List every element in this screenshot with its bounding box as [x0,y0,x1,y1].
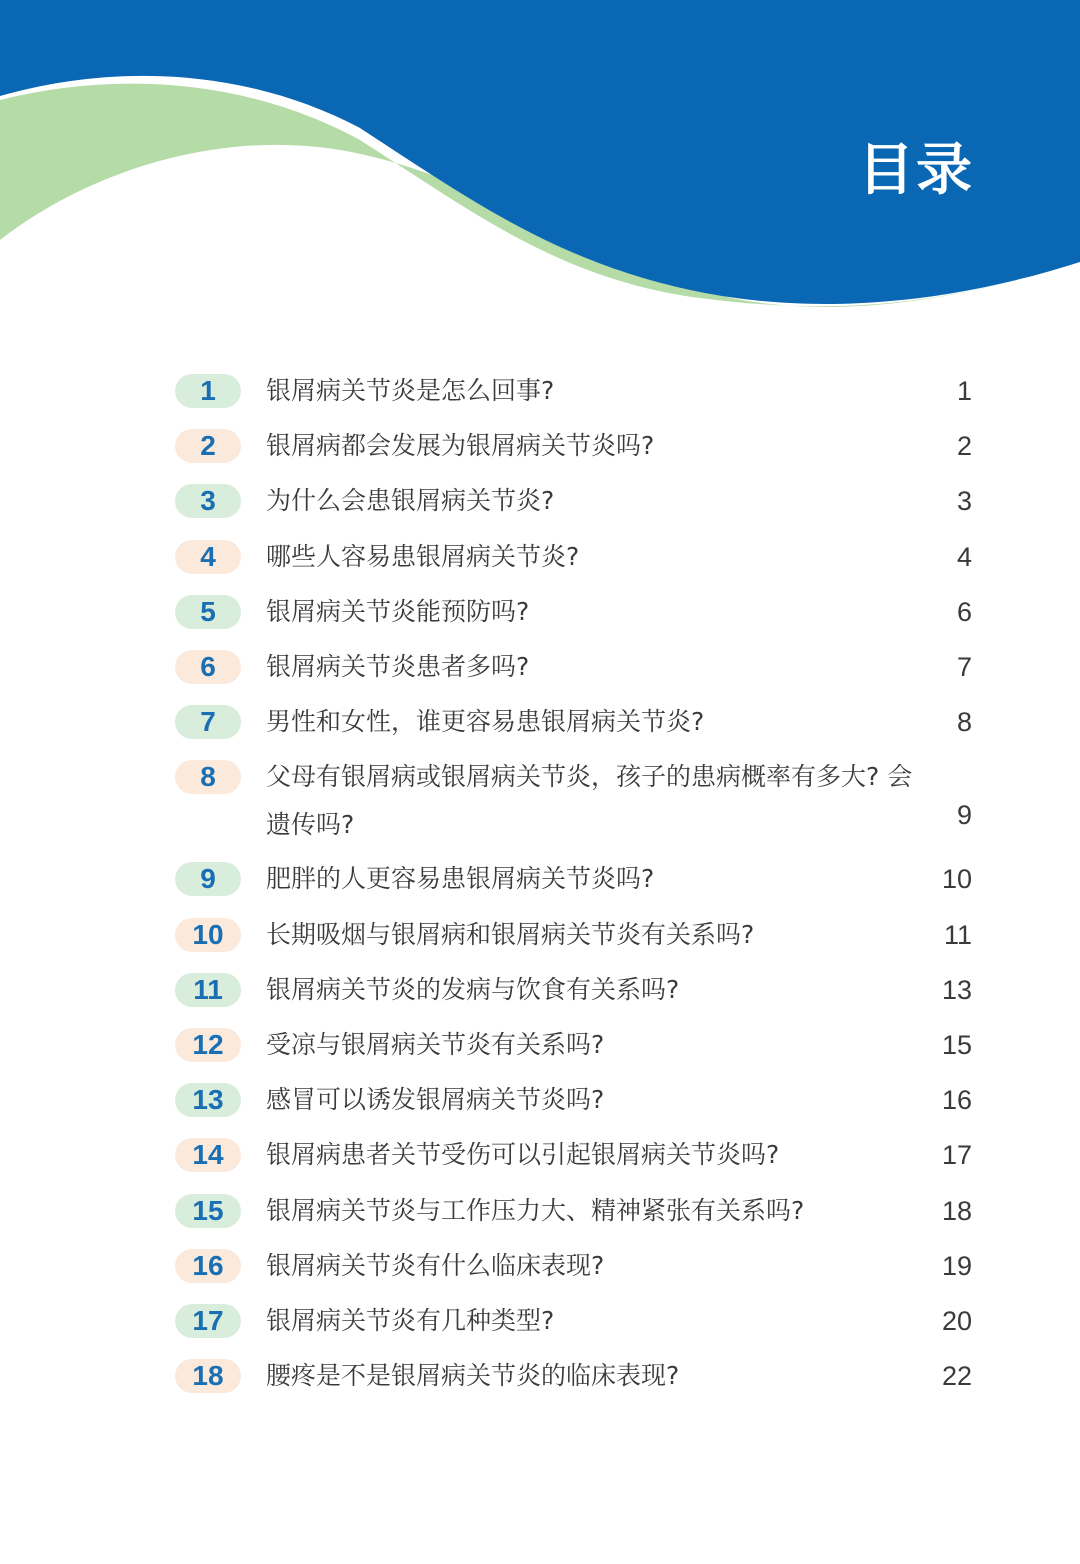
toc-entry[interactable] [0,640,1080,695]
toc-number-badge: 5 [175,595,241,629]
toc-entry-title: 银屑病关节炎的发病与饮食有关系吗? [266,974,680,1004]
toc-entry[interactable] [0,1239,1080,1294]
toc-page-number: 6 [956,596,972,627]
toc-entry-title: 银屑病关节炎有几种类型? [266,1306,555,1335]
toc-entry[interactable] [0,364,1080,419]
toc-entry[interactable] [0,585,1080,640]
page-title: 目录 [858,138,974,203]
toc-entry[interactable] [0,750,1080,852]
toc-number-badge: 6 [175,650,241,684]
toc-entry-title: 父母有银屑病或银屑病关节炎，孩子的患病概率有多大? 会遗传吗? [266,762,913,840]
toc-number-badge: 9 [175,862,241,896]
toc-entry-title: 男性和女性，谁更容易患银屑病关节炎? [266,707,705,737]
toc-page-number: 22 [941,1361,972,1392]
toc-entry-title: 为什么会患银屑病关节炎? [266,486,555,516]
toc-entry[interactable] [0,1018,1080,1073]
toc-number-badge: 3 [175,484,241,518]
toc-number-badge: 10 [175,918,241,952]
toc-number-badge: 12 [175,1028,241,1062]
toc-number-badge: 17 [175,1304,241,1338]
toc-entry-title: 银屑病关节炎是怎么回事? [266,376,555,405]
toc-entry[interactable] [0,852,1080,907]
toc-number-badge: 8 [175,760,241,794]
toc-number-badge: 7 [175,705,241,739]
toc-page-number: 15 [941,1030,972,1060]
toc-number-badge: 15 [175,1194,241,1228]
toc-number-badge: 11 [175,973,241,1007]
toc-entry-title: 银屑病关节炎能预防吗? [266,596,530,626]
toc-number-badge: 13 [175,1083,241,1117]
toc-page-number: 11 [943,919,972,950]
toc-entry[interactable] [0,1349,1080,1404]
toc-entry-title: 银屑病关节炎与工作压力大、精神紧张有关系吗? [266,1195,805,1225]
toc-number-badge: 2 [175,429,241,463]
toc-page-number: 1 [956,376,972,406]
toc-entry[interactable] [0,474,1080,529]
toc-page-number: 18 [941,1195,972,1226]
toc-number-badge: 18 [175,1359,241,1393]
toc-entry[interactable] [0,419,1080,474]
toc-entry[interactable] [0,530,1080,585]
toc-number-badge: 1 [175,374,241,408]
toc-page-number: 13 [941,974,972,1005]
toc-number-badge: 14 [175,1138,241,1172]
toc-entry-title: 肥胖的人更容易患银屑病关节炎吗? [266,864,655,894]
toc-entry-title: 银屑病患者关节受伤可以引起银屑病关节炎吗? [266,1140,780,1170]
toc-entry[interactable] [0,1128,1080,1183]
toc-page-number: 7 [956,652,972,682]
toc-entry[interactable] [0,963,1080,1018]
toc-entry-title: 长期吸烟与银屑病和银屑病关节炎有关系吗? [266,919,755,949]
toc-entry[interactable] [0,1073,1080,1128]
toc-entry-title: 银屑病都会发展为银屑病关节炎吗? [266,431,655,461]
toc-number-badge: 16 [175,1249,241,1283]
toc-entry-title: 银屑病关节炎患者多吗? [266,652,530,681]
toc-entry[interactable] [0,1294,1080,1349]
toc-page-number: 17 [941,1140,972,1171]
toc-page-number: 20 [941,1306,972,1336]
toc-page-number: 9 [956,800,972,831]
toc-page-number: 3 [956,486,972,517]
toc-page-number: 4 [956,541,972,572]
toc-entry-title: 哪些人容易患银屑病关节炎? [266,541,580,571]
toc-entry-title: 银屑病关节炎有什么临床表现? [266,1250,605,1280]
toc-entry-title: 腰疼是不是银屑病关节炎的临床表现? [266,1361,680,1391]
toc-entry-title: 受凉与银屑病关节炎有关系吗? [266,1030,605,1059]
toc-entry-title: 感冒可以诱发银屑病关节炎吗? [266,1085,605,1115]
toc-page-number: 19 [941,1250,972,1281]
toc-entry[interactable] [0,1184,1080,1239]
toc-page-number: 8 [956,707,972,738]
toc-entry[interactable] [0,908,1080,963]
toc-page-number: 10 [941,864,972,895]
toc-page-number: 16 [941,1085,972,1116]
toc-entry[interactable] [0,695,1080,750]
toc-page-number: 2 [956,431,972,462]
toc-number-badge: 4 [175,540,241,574]
